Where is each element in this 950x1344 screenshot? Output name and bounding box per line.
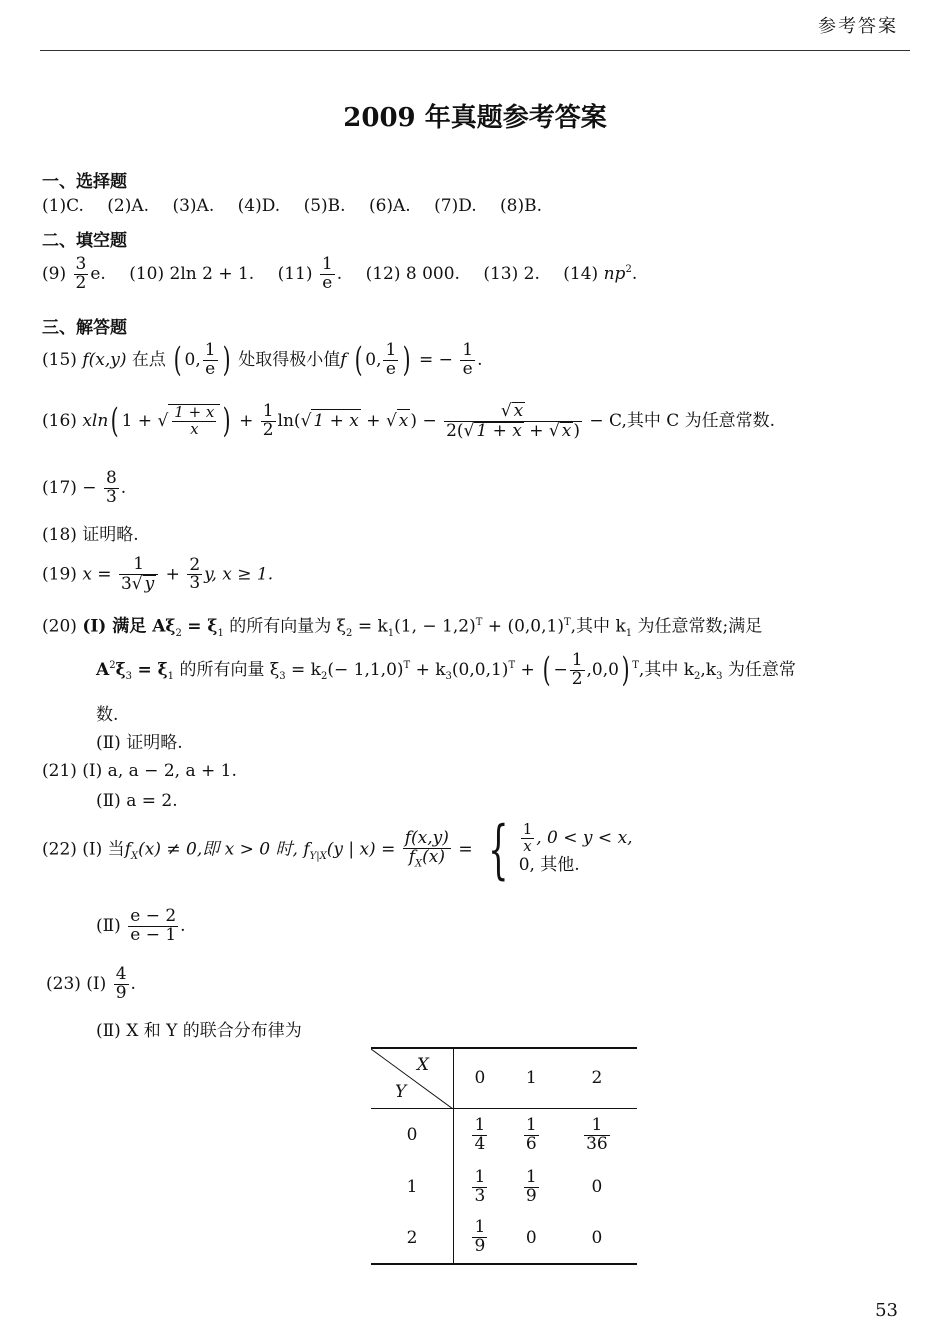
joint-distribution-table (371, 1047, 637, 1265)
q20-t1: (Ⅰ) 满足 Aξ (82, 616, 176, 637)
q20-neg: − (553, 659, 568, 680)
page-number: 53 (875, 1300, 898, 1321)
q15-tail: . (477, 349, 483, 370)
choice-5: (5)B. (303, 196, 346, 216)
table-cell: 0 (506, 1212, 557, 1264)
q22-cases: $\frac{1}{x}$ , 0 < y < x, 0, 其他. (518, 819, 633, 876)
table-cell: $\frac{1}{4}$ (474, 1114, 486, 1154)
q15-rparen2: ) (402, 340, 411, 381)
q20-vec2: (0,0,1) (451, 659, 509, 680)
q16-ln: ln( (277, 410, 301, 431)
table-cell: $\frac{1}{36}$ (586, 1114, 608, 1154)
q20-vec3: ,0,0 (586, 659, 619, 680)
q17-answer (42, 470, 126, 507)
q20-line1: (20) (Ⅰ) 满足 $A\xi_2 = \xi_1$ 的所有向量为 $\xi_2 = k_1(1$, − $1,2)^T + (0,0,1)^T$,其中 $k_1$ 为任意常数;满足 (42, 616, 763, 640)
q21-part1: (21) (Ⅰ) a, a − 2, a + 1. (42, 761, 237, 781)
q15-zero2: 0, (365, 349, 382, 370)
table-cell: 0 (591, 1177, 603, 1197)
q22-label: (22) (Ⅰ) 当 (42, 839, 125, 860)
q15-label: (15) (42, 349, 77, 370)
q9-label: (9) (42, 263, 67, 284)
q16-lparen: ( (110, 401, 119, 442)
choice-answers (42, 195, 542, 217)
table-cell: 0 (557, 1212, 637, 1264)
q20-where: ,其中 k (638, 659, 695, 680)
q20-t7: ,其中 k (570, 616, 626, 637)
table-row (371, 1162, 637, 1212)
row-header: 2 (371, 1212, 454, 1264)
q20-arbitrary: 为任意常 (727, 659, 796, 680)
header-rule (40, 50, 910, 51)
q19-label: (19) (42, 564, 77, 585)
q16-close: ) (410, 410, 418, 431)
q20-plus: + (520, 659, 535, 680)
q11-label: (11) (277, 263, 313, 284)
q14-label: (14) (563, 263, 599, 284)
col-header: 0 (454, 1048, 506, 1108)
choice-3: (3)A. (172, 196, 215, 216)
col-header: 2 (557, 1048, 637, 1108)
q16-radical: √ $\frac{1 + x}{x}$ (157, 404, 220, 438)
q20-half: $\frac{1}{2}$ (571, 650, 583, 689)
q20-t5: (1, − 1,2) (394, 616, 476, 637)
choice-7: (7)D. (434, 196, 477, 216)
corner-x-label: X (416, 1055, 429, 1075)
q23-tail: . (130, 973, 136, 994)
q16-sqrtx: x (398, 410, 409, 431)
table-corner-cell (371, 1048, 454, 1108)
q23-label: (23) (Ⅰ) (46, 973, 107, 994)
page-title: 2009 年真题参考答案 (343, 103, 607, 133)
choice-2: (2)A. (107, 196, 150, 216)
q20-label: (20) (42, 616, 77, 637)
choice-8: (8)B. (500, 196, 543, 216)
q9-tail: e. (90, 263, 106, 284)
q20-xi3: ξ (115, 659, 126, 680)
q15-zero: 0, (184, 349, 201, 370)
q15-fxy: f(x,y) (82, 349, 127, 370)
q17-label: (17) − (42, 477, 97, 498)
q23-part2: (Ⅱ) X 和 Y 的联合分布律为 (96, 1021, 302, 1041)
table-cell: $\frac{1}{9}$ (454, 1212, 506, 1264)
q16-label: (16) (42, 410, 77, 431)
q17-tail: . (120, 477, 127, 498)
q20-t3: 的所有向量为 ξ (229, 616, 347, 637)
q12-answer: (12) 8 000. (365, 263, 460, 284)
q22-part2-fraction: $\frac{e - 2}{e - 1}$ (130, 906, 177, 945)
q15-frac3: $\frac{1}{e}$ (462, 340, 474, 379)
q20-lparen: ( (542, 650, 551, 691)
q16-plus: + (239, 410, 254, 431)
q16-xln: xln (82, 410, 109, 431)
q14-exponent: 2 (625, 264, 632, 276)
q22-eq: (y | x) = (326, 839, 396, 860)
q11-fraction: $\frac{1}{e}$ (321, 254, 333, 293)
q9-fraction: $\frac{3}{2}$ (75, 254, 87, 293)
q16-plus2: + (366, 410, 381, 431)
q20-all-vec: 的所有向量 ξ (179, 659, 280, 680)
q20-rparen: ) (621, 650, 630, 691)
table-row (371, 1108, 637, 1162)
q15-answer (42, 342, 483, 379)
q20-t8: 为任意常数;满足 (637, 616, 763, 637)
choice-1: (1)C. (42, 196, 84, 216)
q16-one-plus: 1 + (121, 410, 153, 431)
q19-x-eq: x = (82, 564, 112, 585)
q20-k3: + k (415, 659, 446, 680)
q20-line2: $A^2\xi_3 = \xi_1$ 的所有向量 $\xi_3 = k_2(- 1,1,0)^T + k_3(0,0,1)^T$ + ( − $\frac{1}{2}$ ,0,0) $^T$,其中 $k_2,k_3$ 为任意常 (96, 650, 796, 691)
q16-answer: (16) xln( 1 + √ $\frac{1 + x}{x}$ ) + $\frac{1}{2}$ ln(√ 1 + x + √ x ) − $\frac{√ x}{2(√ 1 + x + √ x )}$ − C,其中 C 为任意常数. (42, 401, 776, 442)
table-cell: $\frac{1}{6}$ (525, 1114, 537, 1154)
q14-tail: . (631, 263, 638, 284)
row-header: 1 (371, 1162, 454, 1212)
q19-plus: + (165, 564, 180, 585)
q13-answer: (13) 2. (483, 263, 540, 284)
section-fill-heading: 二、填空题 (42, 231, 127, 251)
table-cell: $\frac{1}{3}$ (474, 1166, 486, 1206)
q22-part2-tail: . (180, 915, 186, 936)
section-choice-heading: 一、选择题 (42, 172, 127, 192)
table-cell: $\frac{1}{9}$ (525, 1166, 537, 1206)
table-header-row (371, 1048, 637, 1108)
q15-at: 在点 (131, 349, 166, 370)
q16-minus: − (422, 410, 437, 431)
col-header: 1 (506, 1048, 557, 1108)
q10-answer: (10) 2ln 2 + 1. (129, 263, 255, 284)
q15-min-text: 处取得极小值 (238, 349, 341, 370)
q11-tail: . (336, 263, 343, 284)
running-header: 参考答案 (818, 16, 898, 37)
q15-lparen2: ( (354, 340, 363, 381)
q19-frac2: $\frac{2}{3}$ (189, 554, 201, 594)
row-header: 0 (371, 1108, 454, 1162)
q18-answer: (18) 证明略. (42, 525, 139, 545)
choice-6: (6)A. (368, 196, 411, 216)
q16-rparen: ) (223, 401, 232, 442)
q15-f: f (340, 349, 347, 370)
section-answer-heading: 三、解答题 (42, 318, 127, 338)
corner-diagonal (371, 1049, 453, 1109)
q20-vec1: (− 1,1,0) (327, 659, 404, 680)
q22-fraction: $\frac{f(x,y)}{f_X(x)}$ (404, 828, 449, 870)
q22-fx: f (124, 839, 131, 860)
q16-tail: − C,其中 C 为任意常数. (589, 410, 776, 431)
q20-t4: = k (357, 616, 388, 637)
q21-part2: (Ⅱ) a = 2. (96, 791, 178, 811)
q22-cond: (x) ≠ 0,即 x > 0 时, (138, 839, 298, 860)
q15-frac2: $\frac{1}{e}$ (385, 340, 397, 379)
corner-y-label: Y (395, 1081, 407, 1102)
q20-k2: = k (291, 659, 321, 680)
q20-eq-xi1: = ξ (137, 659, 168, 680)
q15-rparen: ) (222, 340, 231, 381)
q20-t2: = ξ (187, 616, 218, 637)
q19-tail: y, x ≥ 1. (204, 564, 274, 585)
q20-line3: 数. (96, 705, 119, 725)
choice-4: (4)D. (237, 196, 281, 216)
q16-big-fraction: $\frac{√ x}{2(√ 1 + x + √ x )}$ (446, 401, 580, 441)
fill-answers (42, 256, 637, 293)
q17-fraction: $\frac{8}{3}$ (105, 468, 117, 507)
q22-part1: (22) (Ⅰ) 当$f_X(x) \ne 0$,即 x > 0 时, $f_{Y|X}(y$ | x) = $\frac{f(x,y)}{f_X(x)}$ = { $\frac{1}{x}$ , 0 < y < x, 0, 其他. (42, 813, 633, 887)
q19-answer (42, 556, 273, 594)
q20-part2: (Ⅱ) 证明略. (96, 733, 183, 753)
q22-part2 (96, 908, 186, 945)
table-row (371, 1212, 637, 1264)
q15-lparen: ( (173, 340, 182, 381)
q20-k3b: ,k (700, 659, 717, 680)
q15-eq: = − (418, 349, 453, 370)
q22-eq2: = (458, 839, 473, 860)
q23-part1 (46, 966, 136, 1003)
q22-fyx: f (303, 839, 310, 860)
q15-frac1: $\frac{1}{e}$ (204, 340, 216, 379)
q22-part2-label: (Ⅱ) (96, 915, 121, 936)
q16-sqrt1: 1 + x (313, 410, 359, 431)
q20-A: A (96, 659, 110, 680)
q20-t6: + (0,0,1) (487, 616, 564, 637)
q14-value: np (603, 263, 626, 284)
q16-half: $\frac{1}{2}$ (262, 401, 274, 440)
q22-brace: { (488, 813, 509, 887)
q23-fraction: $\frac{4}{9}$ (115, 964, 127, 1003)
q19-frac1: $\frac{1}{3√ y}$ (119, 556, 158, 594)
